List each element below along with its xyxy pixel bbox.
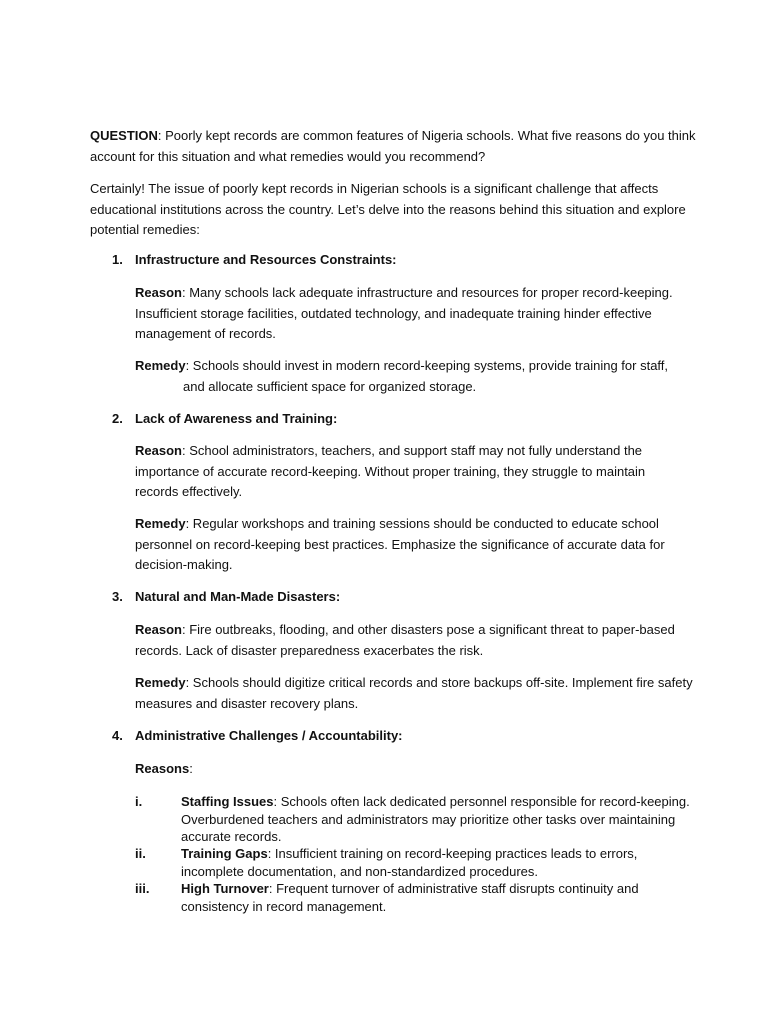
item-staffing-issues: Staffing Issues: Schools often lack dedicated personnel responsible for record-keeping. Overburdened teachers and administrators may prioritize other tasks over maintaining accurate records. [181, 794, 690, 844]
intro-line-1: Certainly! The issue of poorly kept records in Nigerian schools is a significant challenge that affects [90, 181, 659, 196]
item-title: Training Gaps [181, 846, 268, 861]
section-3-remedy: Remedy: Schools should digitize critical records and store backups off-site. Implement fire safety measures and disaster recovery plans. [135, 675, 693, 711]
item-iii-numeral: iii. [135, 881, 150, 896]
item-i-numeral: i. [135, 794, 143, 809]
remedy-label: Remedy [135, 358, 186, 373]
question-line-1: QUESTION: Poorly kept records are common features of Nigeria schools. What five reasons do you think [90, 128, 696, 143]
section-1-number: 1. [112, 252, 123, 267]
section-2-reason: Reason: School administrators, teachers, and support staff may not fully understand the importance of accurate record-keeping. Without proper training, they struggle to maintain records effectively. [135, 443, 646, 499]
section-4-reasons-label: Reasons: [135, 761, 193, 776]
section-3-reason: Reason: Fire outbreaks, flooding, and other disasters pose a significant threat to paper-based records. Lack of disaster preparedness exacerbates the risk. [135, 622, 675, 658]
question-paragraph [90, 126, 696, 167]
intro-line-2: educational institutions across the country. Let’s delve into the reasons behind this situation and explore [90, 201, 686, 217]
item-high-turnover: High Turnover: Frequent turnover of administrative staff disrupts continuity and consistency in record management. [181, 881, 639, 914]
reason-label: Reason [135, 443, 182, 458]
section-1-heading: Infrastructure and Resources Constraints: [135, 252, 397, 267]
section-3-number: 3. [112, 589, 123, 604]
intro-paragraph [90, 179, 686, 241]
section-3-heading: Natural and Man-Made Disasters: [135, 589, 341, 604]
reason-label: Reason [135, 622, 182, 637]
section-4-heading: Administrative Challenges / Accountability: [135, 728, 403, 743]
item-training-gaps: Training Gaps: Insufficient training on record-keeping practices leads to errors, incomplete documentation, and non-standardized procedures. [181, 846, 638, 879]
reason-label: Reason [135, 285, 182, 300]
remedy-label: Remedy [135, 675, 186, 690]
item-title: Staffing Issues [181, 794, 274, 809]
section-1-remedy: Remedy: Schools should invest in modern record-keeping systems, provide training for staff, and allocate sufficient space for organized storage. [135, 358, 669, 394]
section-2-remedy: Remedy: Regular workshops and training sessions should be conducted to educate school personnel on record-keeping best practices. Emphasize the significance of accurate data for decision-making. [135, 516, 665, 572]
question-line-2: account for this situation and what remedies would you recommend? [90, 148, 486, 164]
section-4-number: 4. [112, 728, 123, 743]
item-title: High Turnover [181, 881, 269, 896]
question-label: QUESTION [90, 128, 158, 143]
item-ii-numeral: ii. [135, 846, 146, 861]
section-2-number: 2. [112, 411, 123, 426]
remedy-label: Remedy [135, 516, 186, 531]
intro-line-3: potential remedies: [90, 222, 200, 237]
section-2-heading: Lack of Awareness and Training: [135, 411, 338, 426]
section-1-reason: Reason: Many schools lack adequate infrastructure and resources for proper record-keeping. Insufficient storage facilities, outdated technology, and inadequate training hinder effective management of records. [135, 285, 673, 341]
